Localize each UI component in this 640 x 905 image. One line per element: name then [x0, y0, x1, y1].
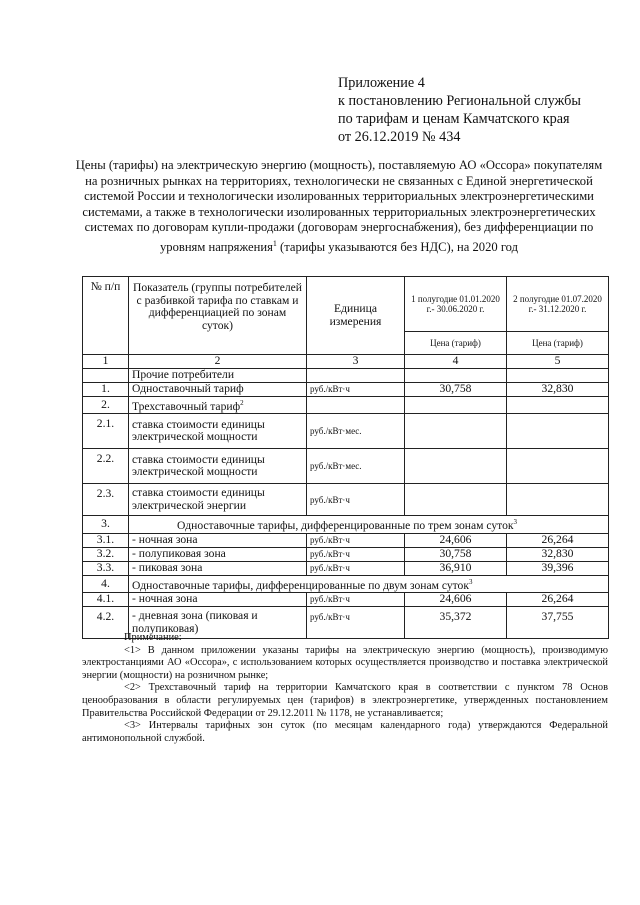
section-label	[129, 575, 609, 592]
row-label: Одноставочный тариф	[129, 383, 307, 397]
appendix-authority: по тарифам и ценам Камчатского края	[338, 111, 570, 127]
row-unit: руб./кВт·ч	[307, 561, 405, 575]
row-number: 4.1.	[83, 593, 129, 607]
title-text: Цены (тарифы) на электрическую энергию (мощность), поставляемую АО «Оссора» покупателям на розничных рынках на территориях, технологически не связанных с Единой энергетической системой России и технологически изолированных территориальных электроэнергетическими системами, а также в технологически изолированных территориальных электроэнергетических системах по договорам купли-продажи (договорам энергоснабжения), без дифференциации по уровням напряжения	[75, 158, 603, 255]
empty-cell	[405, 484, 507, 516]
row-label: ставка стоимости единицы электрической мощности	[129, 414, 307, 449]
row-value-h1: 30,758	[405, 383, 507, 397]
empty-cell	[307, 369, 405, 383]
row-unit: руб./кВт·мес.	[307, 414, 405, 449]
row-number: 3.1.	[83, 533, 129, 547]
title-footnote-mark: 1	[272, 238, 277, 248]
row-number: 3.	[83, 516, 129, 533]
appendix-date: от 26.12.2019 № 434	[338, 129, 461, 145]
header-num: № п/п	[83, 277, 129, 355]
row-unit: руб./кВт·ч	[307, 533, 405, 547]
notes-section	[82, 632, 608, 745]
header-period-1: 1 полугодие 01.01.2020 г.- 30.06.2020 г.	[405, 277, 507, 332]
table-row	[83, 575, 609, 592]
row-label-text: Трехставочный тариф	[132, 399, 241, 413]
row-label: - ночная зона	[129, 593, 307, 607]
table-row	[83, 561, 609, 575]
header-price-2: Цена (тариф)	[507, 332, 609, 355]
row-number: 2.3.	[83, 484, 129, 516]
appendix-header	[338, 74, 628, 146]
empty-cell	[405, 397, 507, 414]
row-value-h2: 32,830	[507, 547, 609, 561]
row-label: - дневная зона (пиковая и полупиковая)	[129, 607, 307, 639]
row-number: 2.1.	[83, 414, 129, 449]
header-period-2: 2 полугодие 01.07.2020 г.- 31.12.2020 г.	[507, 277, 609, 332]
footnote-mark: 3	[468, 577, 473, 586]
row-number: 2.2.	[83, 449, 129, 484]
table-row	[83, 369, 609, 383]
row-value-h1: 35,372	[405, 607, 507, 639]
row-label	[129, 397, 307, 414]
row-value-h2: 39,396	[507, 561, 609, 575]
table-row	[83, 484, 609, 516]
footnote-mark: 2	[240, 399, 244, 407]
table-row	[83, 516, 609, 533]
row-unit: руб./кВт·мес.	[307, 449, 405, 484]
appendix-number: Приложение 4	[338, 75, 425, 91]
note-3: <3> Интервалы тарифных зон суток (по месяцам календарного года) утверждаются Федеральной антимонопольной службой.	[82, 720, 608, 744]
row-label: - ночная зона	[129, 533, 307, 547]
empty-cell	[507, 449, 609, 484]
notes-heading: Примечание:	[124, 632, 182, 643]
group-label: Прочие потребители	[129, 369, 307, 383]
empty-cell	[405, 369, 507, 383]
table-row	[83, 449, 609, 484]
section-label-text: Одноставочные тарифы, дифференцированные по двум зонам суток	[132, 578, 469, 592]
title-tail: (тарифы указываются без НДС), на 2020 год	[276, 240, 519, 255]
row-label: - пиковая зона	[129, 561, 307, 575]
document-title	[74, 158, 604, 256]
note-1: <1> В данном приложении указаны тарифы на электрическую энергию (мощность), производимую электростанциями АО «Оссора», с использованием которых осуществляется производство и поставка электрической энергии (мощности) на розничном рынке;	[82, 644, 608, 681]
column-number: 1	[83, 355, 129, 369]
table-row	[83, 414, 609, 449]
row-value-h1: 30,758	[405, 547, 507, 561]
table-row	[83, 593, 609, 607]
row-value-h2: 26,264	[507, 533, 609, 547]
row-unit: руб./кВт·ч	[307, 593, 405, 607]
empty-cell	[405, 414, 507, 449]
header-unit: Единица измерения	[307, 277, 405, 355]
row-unit: руб./кВт·ч	[307, 383, 405, 397]
header-indicator: Показатель (группы потребителей с разбивкой тарифа по ставкам и дифференциацией по зонам суток)	[129, 277, 307, 355]
column-number: 5	[507, 355, 609, 369]
row-number: 3.3.	[83, 561, 129, 575]
row-label: - полупиковая зона	[129, 547, 307, 561]
row-number: 2.	[83, 397, 129, 414]
empty-cell	[507, 369, 609, 383]
column-number: 2	[129, 355, 307, 369]
column-number: 3	[307, 355, 405, 369]
table-row	[83, 397, 609, 414]
appendix-reference: к постановлению Региональной службы	[338, 93, 581, 109]
column-number: 4	[405, 355, 507, 369]
row-value-h2: 32,830	[507, 383, 609, 397]
header-price-1: Цена (тариф)	[405, 332, 507, 355]
empty-cell	[83, 369, 129, 383]
row-value-h2: 37,755	[507, 607, 609, 639]
tariff-table	[82, 276, 609, 639]
note-2: <2> Трехставочный тариф на территории Камчатского края в соответствии с пунктом 78 Основ ценообразования в области регулируемых цен (тарифов) в электроэнергетике, утвержденных постановлением Правительства Российской Федерации от 29.12.2011 № 1178, не устанавливается;	[82, 682, 608, 719]
empty-cell	[405, 449, 507, 484]
section-label	[129, 516, 609, 533]
footnote-mark: 3	[513, 518, 518, 527]
table-row	[83, 383, 609, 397]
empty-cell	[507, 414, 609, 449]
section-label-text: Одноставочные тарифы, дифференцированные по трем зонам суток	[177, 519, 514, 533]
row-number: 1.	[83, 383, 129, 397]
row-number: 4.2.	[83, 607, 129, 639]
column-number-row	[83, 355, 609, 369]
row-unit: руб./кВт·ч	[307, 607, 405, 639]
row-value-h2: 26,264	[507, 593, 609, 607]
row-value-h1: 24,606	[405, 533, 507, 547]
row-number: 3.2.	[83, 547, 129, 561]
row-number: 4.	[83, 575, 129, 592]
row-unit: руб./кВт·ч	[307, 484, 405, 516]
row-value-h1: 36,910	[405, 561, 507, 575]
row-value-h1: 24,606	[405, 593, 507, 607]
row-unit: руб./кВт·ч	[307, 547, 405, 561]
row-label: ставка стоимости единицы электрической мощности	[129, 449, 307, 484]
table-row	[83, 533, 609, 547]
empty-cell	[307, 397, 405, 414]
table-row	[83, 547, 609, 561]
empty-cell	[507, 397, 609, 414]
row-label: ставка стоимости единицы электрической энергии	[129, 484, 307, 516]
empty-cell	[507, 484, 609, 516]
table-header-row	[83, 277, 609, 332]
